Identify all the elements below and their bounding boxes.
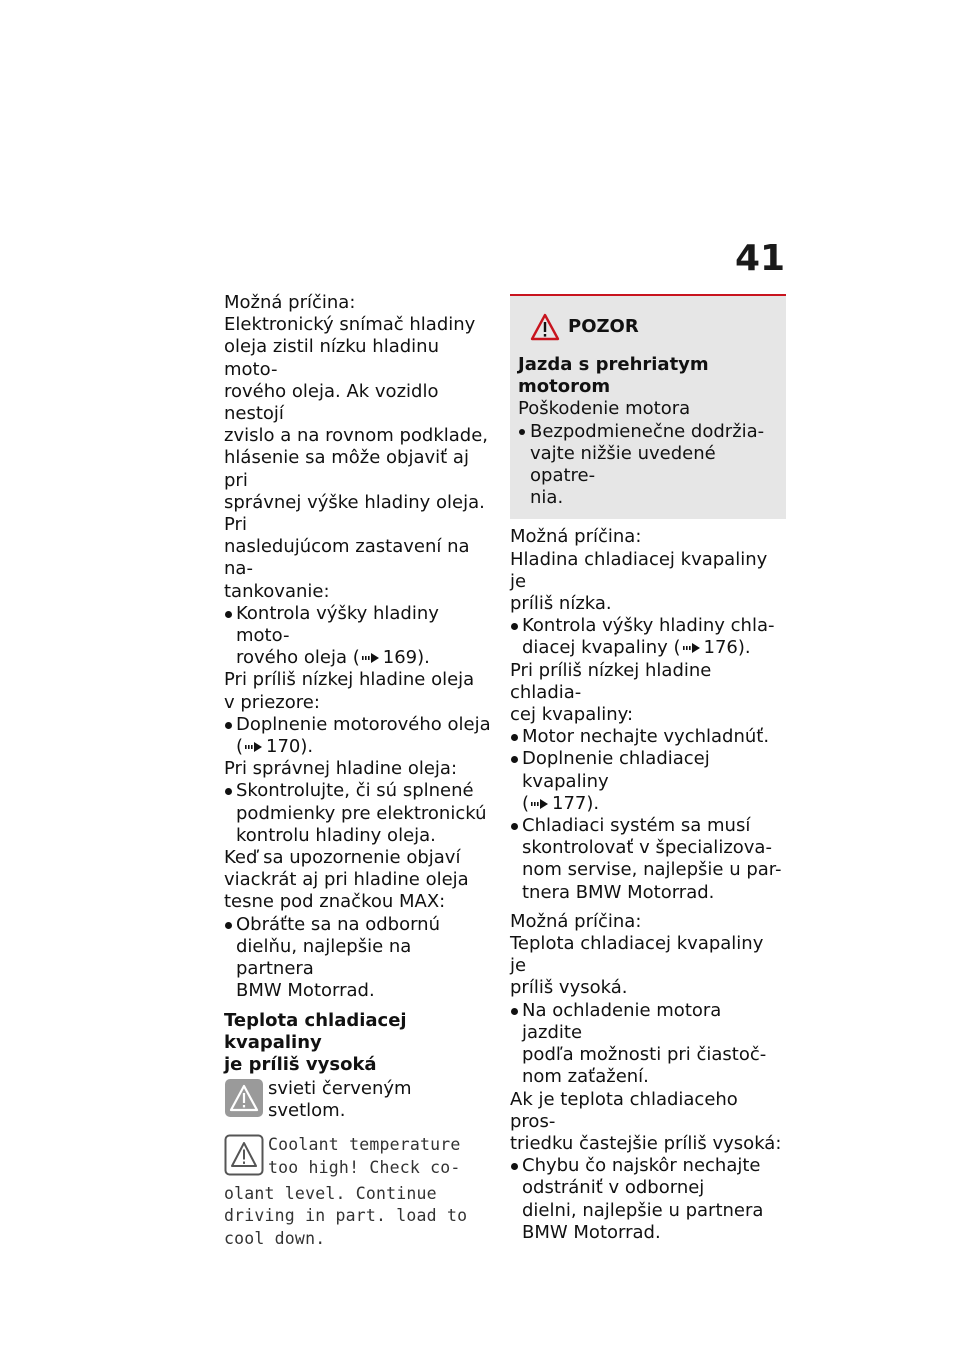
bullet-item: [518, 421, 778, 510]
cause-text: [224, 314, 492, 603]
cause-text: [510, 549, 782, 616]
bullet-text: Chybu čo najskôr nechajte: [522, 1155, 761, 1177]
bullet-text: BMW Motorrad.: [236, 980, 375, 1002]
bullet-text: Na ochladenie motora jazdite: [522, 999, 722, 1043]
text-line: správnej výške hladiny oleja. Pri: [224, 491, 485, 536]
bullet-text: Skontrolujte, či sú splnené: [236, 780, 474, 802]
correct-level-text: Pri správnej hladine oleja:: [224, 758, 458, 780]
text-line: zvislo a na rovnom podklade,: [224, 425, 489, 447]
text-line: Keď sa upozornenie objaví: [224, 847, 461, 869]
bullet-text: nom servise, najlepšie u par-: [522, 859, 782, 881]
cause-label: Možná príčina:: [224, 292, 356, 313]
bullet-text: ).: [737, 637, 751, 659]
bullet-text: Chladiaci systém sa musí: [522, 815, 751, 837]
left-column: [224, 292, 492, 1250]
bullet-item: [224, 914, 492, 1003]
bullet-text: dielni, najlepšie u partnera: [522, 1199, 764, 1221]
text-line: Pri príliš nízkej hladine chladia-: [510, 659, 712, 703]
page-reference-link[interactable]: [243, 736, 300, 757]
bullet-text: (: [522, 792, 530, 814]
right-column: [510, 294, 782, 1244]
page-reference-number: 170: [266, 736, 301, 758]
bullet-item: [510, 815, 782, 904]
bullet-item: [510, 748, 782, 815]
bullet-text: diacej kvapaliny (: [522, 637, 681, 659]
bullet-text: nia.: [530, 487, 564, 509]
display-line: driving in part. load to: [224, 1206, 468, 1226]
bullet-text: odstrániť v odbornej: [522, 1177, 705, 1199]
arrow-reference-icon: [683, 642, 701, 654]
bullet-item: [224, 603, 492, 670]
cause-text: [510, 933, 782, 1000]
bullet-item: [510, 1155, 782, 1244]
bullet-item: [224, 714, 492, 758]
frequent-text: [510, 1089, 782, 1156]
text-line: oleja zistil nízku hladinu moto-: [224, 336, 439, 380]
display-line: olant level. Continue: [224, 1183, 437, 1203]
bullet-text: ).: [417, 647, 430, 669]
bullet-item: [510, 1000, 782, 1089]
text-line: nasledujúcom zastavení na na-: [224, 536, 470, 580]
bullet-item: [510, 615, 782, 659]
cause-label: Možná príčina:: [510, 910, 642, 932]
bullet-text: Obráťte sa na odbornú: [236, 913, 441, 935]
text-line: príliš nízka.: [510, 593, 612, 615]
bullet-item: [510, 726, 782, 748]
text-line: Elektronický snímač hladiny: [224, 314, 476, 336]
bullet-text: BMW Motorrad.: [522, 1221, 661, 1243]
bullet-text: podľa možnosti pri čiastoč-: [522, 1044, 767, 1066]
display-line: cool down.: [224, 1228, 326, 1248]
bullet-text: Kontrola výšky hladiny chla-: [522, 615, 775, 637]
warning-triangle-icon: [530, 313, 560, 341]
warning-box: [510, 294, 786, 519]
display-line: too high! Check co-: [268, 1157, 461, 1177]
page-reference-link[interactable]: [360, 647, 417, 668]
page-number: 41: [735, 238, 786, 279]
text-line: príliš vysoká.: [510, 977, 628, 999]
warning-consequence: Poškodenie motora: [518, 398, 691, 420]
indicator-text: svieti červeným svetlom.: [268, 1078, 412, 1122]
cause-label: Možná príčina:: [510, 526, 642, 548]
bullet-text: rového oleja (: [236, 647, 360, 669]
bullet-text: Doplnenie chladiacej kvapaliny: [522, 748, 710, 792]
section-title: [224, 1010, 492, 1077]
text-line: hlásenie sa môže objaviť aj pri: [224, 447, 469, 491]
bullet-text: podmienky pre elektronickú: [236, 802, 487, 824]
bullet-text: (: [236, 736, 244, 758]
arrow-reference-icon: [245, 741, 263, 753]
page-reference-link[interactable]: [529, 793, 586, 814]
text-line: rového oleja. Ak vozidlo nestojí: [224, 380, 439, 425]
low-level-text: [224, 669, 492, 713]
text-line: Hladina chladiacej kvapaliny je: [510, 548, 768, 592]
display-message: [224, 1134, 492, 1250]
warning-subtitle: Jazda s prehriatym motorom: [518, 354, 709, 398]
text-line: triedku častejšie príliš vysoká:: [510, 1132, 782, 1154]
bullet-text: tnera BMW Motorrad.: [522, 881, 715, 903]
bullet-text: ).: [300, 736, 314, 758]
text-line: Pri príliš nízkej hladine oleja: [224, 669, 475, 691]
bullet-text: Kontrola výšky hladiny moto-: [236, 602, 439, 647]
display-line: Coolant temperature: [268, 1135, 461, 1155]
repeat-text: [224, 847, 492, 914]
text-line: tesne pod značkou MAX:: [224, 891, 446, 913]
bullet-text: ).: [586, 792, 600, 814]
page-reference-link[interactable]: [681, 637, 738, 658]
arrow-reference-icon: [362, 652, 380, 664]
low-level-text: [510, 660, 782, 727]
text-line: Teplota chladiacej kvapaliny je: [510, 933, 764, 977]
text-line: viackrát aj pri hladine oleja: [224, 869, 469, 891]
arrow-reference-icon: [531, 798, 549, 810]
bullet-text: Doplnenie motorového oleja: [236, 713, 491, 735]
indicator-row: [224, 1078, 492, 1124]
bullet-text: Bezpodmienečne dodržia-: [530, 420, 765, 442]
text-line: cej kvapaliny:: [510, 704, 634, 726]
title-line: Teplota chladiacej kvapaliny: [224, 1009, 407, 1053]
text-line: tankovanie:: [224, 580, 330, 602]
page-reference-number: 177: [552, 792, 587, 814]
display-warning-icon: [224, 1134, 264, 1182]
bullet-text: kontrolu hladiny oleja.: [236, 824, 436, 846]
page-reference-number: 169: [382, 647, 418, 669]
bullet-text: vajte nižšie uvedené opatre-: [530, 442, 716, 487]
text-line: v priezore:: [224, 691, 320, 713]
bullet-text: skontrolovať v špecializova-: [522, 837, 772, 859]
title-line: je príliš vysoká: [224, 1053, 377, 1075]
bullet-text: nom zaťažení.: [522, 1066, 649, 1088]
bullet-text: dielňu, najlepšie na partnera: [236, 935, 412, 980]
page-reference-number: 176: [703, 637, 738, 659]
warning-title: POZOR: [568, 315, 639, 337]
text-line: Ak je teplota chladiaceho pros-: [510, 1088, 738, 1132]
warning-light-icon: [224, 1078, 264, 1124]
bullet-item: [224, 780, 492, 847]
bullet-text: Motor nechajte vychladnúť.: [522, 726, 770, 748]
